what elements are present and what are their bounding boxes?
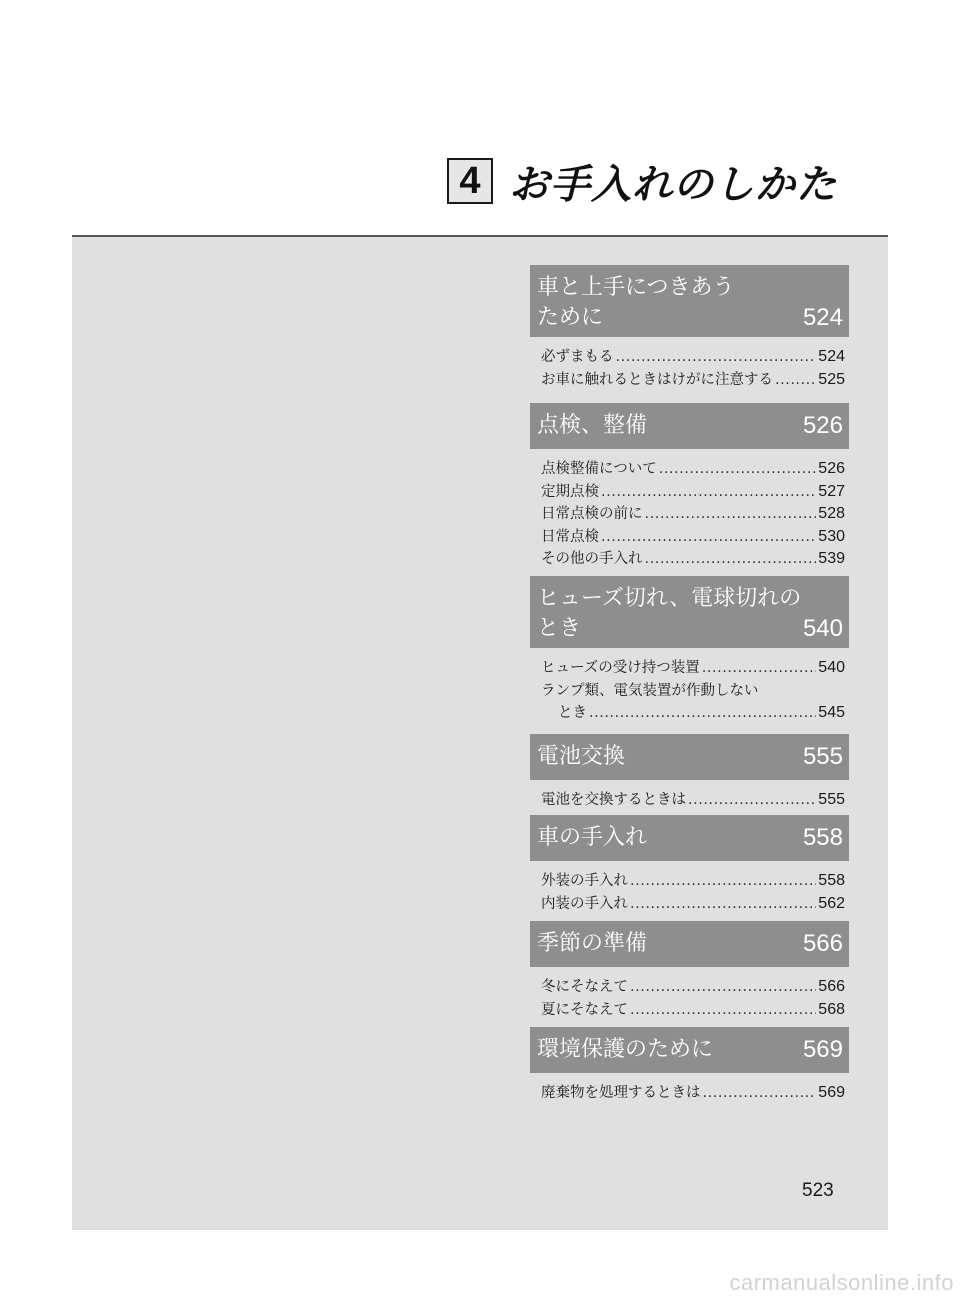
leader-dots (601, 481, 816, 504)
entry-text: ヒューズの受け持つ装置 (541, 660, 700, 676)
entry-page: 566 (818, 978, 845, 995)
toc-section (530, 1027, 849, 1108)
table-of-contents (530, 265, 849, 1108)
leader-dots (630, 893, 816, 916)
section-page: 558 (802, 824, 843, 851)
toc-entry-link[interactable] (541, 503, 845, 526)
chapter-number-box: 4 (447, 158, 493, 204)
entry-text: 必ずまもる (541, 349, 614, 365)
leader-dots (702, 657, 817, 680)
page-number: 523 (802, 1180, 834, 1201)
toc-entry-link[interactable] (541, 1082, 845, 1105)
entry-text: 定期点検 (541, 483, 599, 500)
entry-page: 527 (818, 482, 845, 500)
leader-dots (630, 976, 816, 999)
leader-dots (589, 702, 816, 725)
entry-text: 夏にそなえて (541, 1001, 628, 1018)
section-title-line2: ために (537, 305, 604, 330)
toc-entry-link[interactable] (541, 369, 845, 392)
toc-entry-link[interactable] (541, 976, 845, 999)
entry-text: ランプ類、電気装置が作動しない (541, 682, 759, 699)
toc-entry-link[interactable] (541, 458, 845, 481)
leader-dots (775, 369, 816, 392)
section-title: 環境保護のために (537, 1037, 714, 1062)
section-title: 車の手入れ (537, 825, 648, 850)
toc-section (530, 921, 849, 1027)
entry-text: 日常点検 (541, 528, 599, 545)
section-header-link[interactable] (530, 576, 849, 648)
section-title: 電池交換 (537, 744, 626, 769)
section-title: 点検、整備 (537, 413, 648, 438)
entry-page: 530 (818, 527, 845, 545)
toc-entry-link[interactable] (541, 346, 845, 369)
section-header-link[interactable] (530, 265, 849, 337)
section-page: 566 (802, 930, 843, 957)
toc-entry-link[interactable] (541, 548, 845, 571)
entry-page: 555 (818, 791, 845, 808)
toc-entry-link[interactable] (541, 481, 845, 504)
toc-section (530, 403, 849, 576)
leader-dots (659, 458, 817, 481)
toc-entry-link[interactable] (541, 657, 845, 680)
entry-page: 568 (818, 1000, 845, 1018)
entry-text: お車に触れるときはけがに注意する (541, 371, 773, 388)
entry-text: 冬にそなえて (541, 979, 628, 995)
toc-entry-link[interactable] (541, 680, 845, 725)
leader-dots (645, 503, 817, 526)
entry-page: 525 (818, 370, 845, 388)
leader-dots (616, 346, 817, 369)
leader-dots (703, 1082, 817, 1105)
entry-text: 内装の手入れ (541, 895, 628, 912)
chapter-header (447, 155, 837, 207)
leader-dots (645, 548, 817, 571)
leader-dots (601, 526, 816, 549)
entry-text: 電池を交換するときは (541, 792, 686, 808)
section-title: 季節の準備 (537, 931, 648, 956)
section-page: 540 (802, 615, 843, 642)
section-title: ヒューズ切れ、電球切れの (537, 586, 802, 611)
entry-page: 569 (818, 1084, 845, 1101)
entry-text: 点検整備について (541, 461, 657, 477)
entry-page: 545 (818, 704, 845, 721)
entry-page: 524 (818, 348, 845, 365)
toc-section (530, 815, 849, 921)
entry-text: その他の手入れ (541, 551, 643, 567)
section-page: 569 (802, 1036, 843, 1063)
section-title-line2: とき (537, 616, 582, 641)
toc-section (530, 734, 849, 815)
toc-entry-link[interactable] (541, 999, 845, 1022)
section-page: 555 (802, 743, 843, 770)
toc-entry-link[interactable] (541, 870, 845, 893)
entry-page: 528 (818, 505, 845, 522)
section-header-link[interactable] (530, 921, 849, 967)
section-page: 524 (802, 304, 843, 331)
section-header-link[interactable] (530, 815, 849, 861)
section-header-link[interactable] (530, 403, 849, 449)
toc-entry-link[interactable] (541, 789, 845, 812)
chapter-title: お手入れのしかた (509, 161, 837, 208)
entry-page: 539 (818, 550, 845, 567)
toc-section (530, 265, 849, 403)
section-page: 526 (802, 412, 843, 439)
entry-page: 540 (818, 659, 845, 676)
entry-page: 562 (818, 894, 845, 912)
watermark: carmanualsonline.info (729, 1270, 954, 1295)
leader-dots (630, 870, 816, 893)
toc-entry-link[interactable] (541, 893, 845, 916)
entry-text: 日常点検の前に (541, 506, 643, 522)
entry-text-line2: とき (558, 705, 587, 721)
entry-page: 526 (818, 460, 845, 477)
section-header-link[interactable] (530, 734, 849, 780)
entry-page: 558 (818, 872, 845, 889)
leader-dots (688, 789, 816, 812)
section-title: 車と上手につきあう (537, 275, 735, 300)
toc-entry-link[interactable] (541, 526, 845, 549)
entry-text: 外装の手入れ (541, 873, 628, 889)
entry-text: 廃棄物を処理するときは (541, 1085, 701, 1101)
section-header-link[interactable] (530, 1027, 849, 1073)
toc-section (530, 576, 849, 734)
leader-dots (630, 999, 816, 1022)
